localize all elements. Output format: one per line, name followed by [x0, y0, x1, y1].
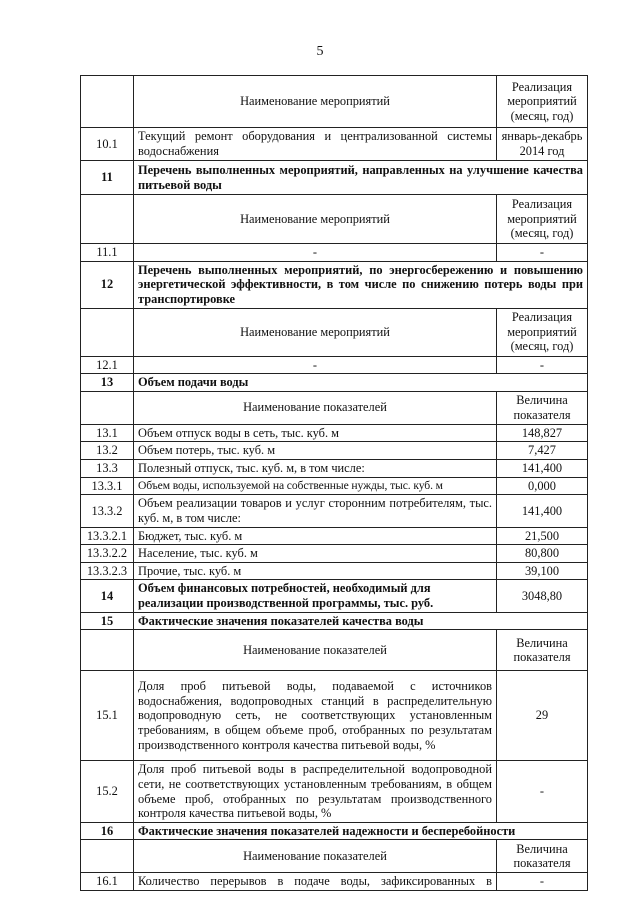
column-header-realization: Реализация мероприятий (месяц, год) — [497, 195, 588, 244]
section-16-header-row — [81, 840, 588, 873]
column-header-value: Величина показателя — [497, 630, 588, 671]
section-title: Объем финансовых потребностей, необходимый для реализации производственной программы, тыс. руб. — [134, 580, 497, 612]
row-value: - — [497, 356, 588, 374]
table-row — [81, 671, 588, 761]
row-number: 10.1 — [81, 128, 134, 161]
row-name: - — [134, 356, 497, 374]
empty-cell — [81, 308, 134, 356]
empty-cell — [81, 391, 134, 424]
row-value: 141,400 — [497, 460, 588, 478]
row-name: Текущий ремонт оборудования и централизованной системы водоснабжения — [134, 128, 497, 161]
section-10-header-row — [81, 76, 588, 128]
section-number: 16 — [81, 822, 134, 840]
row-value: 21,500 — [497, 527, 588, 545]
row-value: 148,827 — [497, 424, 588, 442]
section-value: 3048,80 — [497, 580, 588, 612]
section-title: Фактические значения показателей качества воды — [134, 612, 588, 630]
row-name: Количество перерывов в подаче воды, зафиксированных в — [134, 873, 497, 891]
section-number: 13 — [81, 374, 134, 392]
table-row — [81, 128, 588, 161]
page-number: 5 — [316, 44, 324, 59]
row-name: Прочие, тыс. куб. м — [134, 562, 497, 580]
row-name: - — [134, 244, 497, 262]
row-number: 15.1 — [81, 671, 134, 761]
column-header-name: Наименование мероприятий — [134, 308, 497, 356]
table-row — [81, 873, 588, 891]
empty-cell — [81, 840, 134, 873]
row-number: 12.1 — [81, 356, 134, 374]
row-value: - — [497, 873, 588, 891]
table-row — [81, 562, 588, 580]
section-title-row — [81, 261, 588, 308]
section-title: Объем подачи воды — [134, 374, 588, 392]
section-title-row — [81, 822, 588, 840]
row-name: Объем воды, используемой на собственные нужды, тыс. куб. м — [134, 477, 497, 495]
table-row — [81, 442, 588, 460]
section-15-header-row — [81, 630, 588, 671]
table-row — [81, 356, 588, 374]
row-name: Доля проб питьевой воды, подаваемой с источников водоснабжения, водопроводных станций в распределительную водопроводную сеть, не соответствующих установленным требованиям, в общем объеме проб, отобранных по результатам производственного контроля качества питьевой воды, % — [134, 671, 497, 761]
table-row — [81, 460, 588, 478]
section-title-row — [81, 580, 588, 612]
row-name: Доля проб питьевой воды в распределительной водопроводной сети, не соответствующих установленным требованиям, в общем объеме проб, отобранных по результатам производственного контроля качества питьевой воды, % — [134, 761, 497, 823]
row-number: 13.3.2.3 — [81, 562, 134, 580]
row-number: 13.3.2.2 — [81, 545, 134, 563]
row-number: 16.1 — [81, 873, 134, 891]
column-header-realization: Реализация мероприятий (месяц, год) — [497, 308, 588, 356]
table-row — [81, 424, 588, 442]
row-number: 13.3 — [81, 460, 134, 478]
section-number: 12 — [81, 261, 134, 308]
table-row — [81, 495, 588, 527]
row-value: 7,427 — [497, 442, 588, 460]
row-name: Население, тыс. куб. м — [134, 545, 497, 563]
row-value: 39,100 — [497, 562, 588, 580]
section-13-header-row — [81, 391, 588, 424]
empty-cell — [81, 76, 134, 128]
column-header-name: Наименование показателей — [134, 840, 497, 873]
section-11-header-row — [81, 195, 588, 244]
row-value: - — [497, 761, 588, 823]
empty-cell — [81, 195, 134, 244]
empty-cell — [81, 630, 134, 671]
section-title: Фактические значения показателей надежности и бесперебойности — [134, 822, 588, 840]
table-row — [81, 244, 588, 262]
row-value: 0,000 — [497, 477, 588, 495]
table-row — [81, 545, 588, 563]
section-number: 11 — [81, 161, 134, 195]
table-row — [81, 477, 588, 495]
column-header-name: Наименование мероприятий — [134, 76, 497, 128]
section-title-row — [81, 374, 588, 392]
row-name: Бюджет, тыс. куб. м — [134, 527, 497, 545]
row-number: 13.3.2 — [81, 495, 134, 527]
row-name: Объем потерь, тыс. куб. м — [134, 442, 497, 460]
section-title: Перечень выполненных мероприятий, направленных на улучшение качества питьевой воды — [134, 161, 588, 195]
row-number: 13.1 — [81, 424, 134, 442]
column-header-name: Наименование показателей — [134, 391, 497, 424]
row-number: 13.2 — [81, 442, 134, 460]
column-header-value: Величина показателя — [497, 391, 588, 424]
section-title-row — [81, 612, 588, 630]
row-number: 15.2 — [81, 761, 134, 823]
table-row — [81, 527, 588, 545]
row-value: - — [497, 244, 588, 262]
section-number: 15 — [81, 612, 134, 630]
column-header-value: Величина показателя — [497, 840, 588, 873]
row-name: Полезный отпуск, тыс. куб. м, в том числе: — [134, 460, 497, 478]
section-title: Перечень выполненных мероприятий, по энергосбережению и повышению энергетической эффективности, в том числе по снижению потерь воды при транспортировке — [134, 261, 588, 308]
column-header-name: Наименование мероприятий — [134, 195, 497, 244]
row-name: Объем реализации товаров и услуг сторонним потребителям, тыс. куб. м, в том числе: — [134, 495, 497, 527]
row-value: январь-декабрь 2014 год — [497, 128, 588, 161]
row-value: 80,800 — [497, 545, 588, 563]
section-number: 14 — [81, 580, 134, 612]
row-number: 13.3.1 — [81, 477, 134, 495]
row-value: 141,400 — [497, 495, 588, 527]
row-number: 11.1 — [81, 244, 134, 262]
row-name: Объем отпуск воды в сеть, тыс. куб. м — [134, 424, 497, 442]
row-value: 29 — [497, 671, 588, 761]
table-row — [81, 761, 588, 823]
production-program-table — [80, 75, 588, 891]
section-title-row — [81, 161, 588, 195]
column-header-name: Наименование показателей — [134, 630, 497, 671]
column-header-realization: Реализация мероприятий (месяц, год) — [497, 76, 588, 128]
row-number: 13.3.2.1 — [81, 527, 134, 545]
section-12-header-row — [81, 308, 588, 356]
